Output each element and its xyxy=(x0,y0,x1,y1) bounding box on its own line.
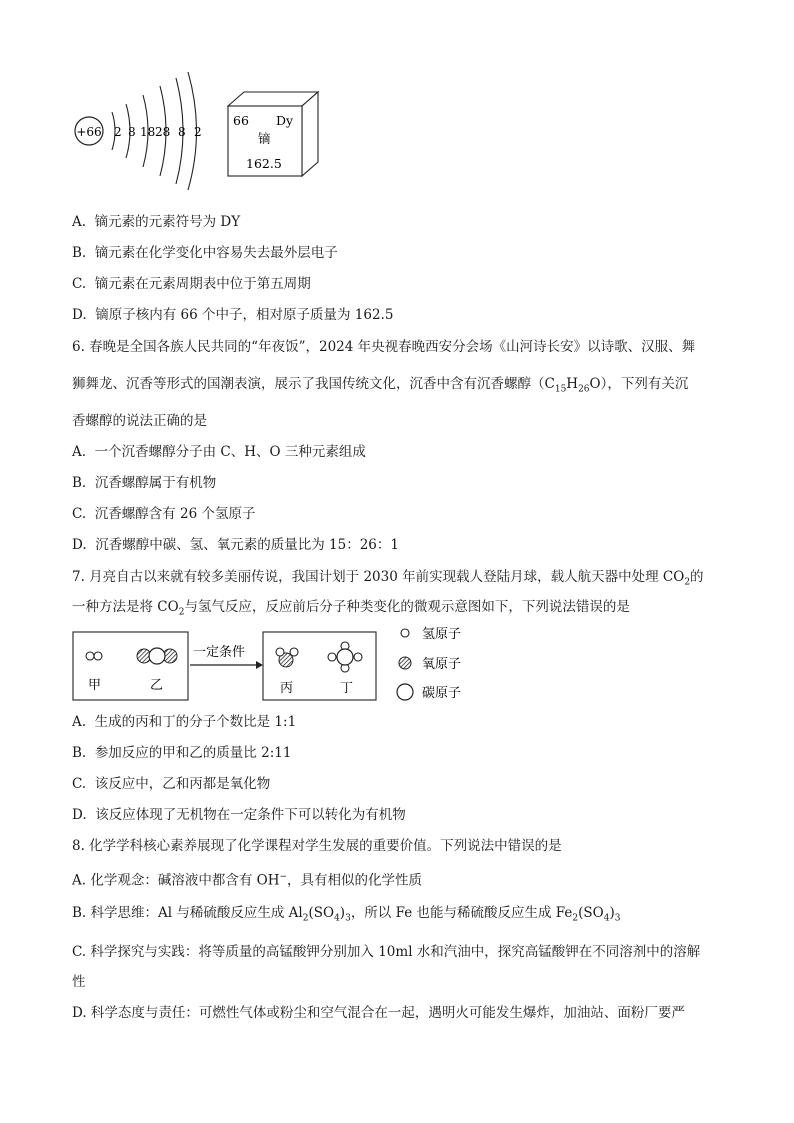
atom-structure-diagram xyxy=(68,70,218,195)
tile-atomic-number: 66 xyxy=(233,113,249,128)
shell-count-4: 28 xyxy=(155,125,171,139)
q8-option-d-line1: D. 科学态度与责任：可燃性气体或粉尘和空气混合在一起，遇明火可能发生爆炸，加油站、面粉厂要严 xyxy=(72,1005,685,1021)
legend-carbon-label: 碳原子 xyxy=(422,686,462,701)
q6-option-a: A. 一个沉香螺醇分子由 C、H、O 三种元素组成 xyxy=(72,444,366,460)
label-yi: 乙 xyxy=(150,678,164,693)
shell-count-2: 8 xyxy=(128,125,136,139)
q7-option-d: D. 该反应体现了无机物在一定条件下可以转化为有机物 xyxy=(72,807,406,823)
legend-carbon-icon xyxy=(397,684,413,700)
q5-option-b: B. 镝元素在化学变化中容易失去最外层电子 xyxy=(72,245,338,261)
q7-stem-line1: 7. 月亮自古以来就有较多美丽传说，我国计划于 2030 年前实现载人登陆月球，载人航天器中处理 $CO_2$的 xyxy=(72,569,704,588)
q8-option-b: B. 科学思维：Al 与稀硫酸反应生成 $Al_2(SO_4)_3$，所以 Fe 也能与稀硫酸反应生成 $Fe_2(SO_4)_3$ xyxy=(72,905,621,924)
q7-stem-line2: 一种方法是将 $CO_2$与氢气反应，反应前后分子种类变化的微观示意图如下，下列说法错误的是 xyxy=(72,599,630,618)
shell-count-6: 2 xyxy=(194,125,202,139)
q5-option-d: D. 镝原子核内有 66 个中子，相对原子质量为 162.5 xyxy=(72,307,394,323)
legend-oxygen-label: 氧原子 xyxy=(422,657,462,672)
shell-count-5: 8 xyxy=(178,125,186,139)
q8-stem: 8. 化学学科核心素养展现了化学课程对学生发展的重要价值。下列说法中错误的是 xyxy=(72,838,562,854)
label-bing: 丙 xyxy=(280,681,294,696)
q7-option-c: C. 该反应中，乙和丙都是氧化物 xyxy=(72,776,271,792)
shell-count-3: 18 xyxy=(140,125,156,139)
tile-mass: 162.5 xyxy=(246,156,282,171)
q8-option-a: A. 化学观念：碱溶液中都含有 OH−，具有相似的化学性质 xyxy=(72,872,423,889)
q6-option-b: B. 沉香螺醇属于有机物 xyxy=(72,475,217,491)
tile-name: 镝 xyxy=(258,131,271,146)
q6-stem-line2: 狮舞龙、沉香等形式的国潮表演，展示了我国传统文化，沉香中含有沉香螺醇$(C_{15}H_{26}O)$，下列有关沉 xyxy=(72,376,689,395)
label-jia: 甲 xyxy=(88,678,102,693)
q6-option-d: D. 沉香螺醇中碳、氢、氧元素的质量比为 15：26：1 xyxy=(72,537,399,553)
reaction-micro-diagram xyxy=(72,622,482,704)
element-tile xyxy=(222,88,322,180)
condition-label: 一定条件 xyxy=(193,645,246,660)
q6-stem-line3: 香螺醇的说法正确的是 xyxy=(72,413,207,429)
nucleus-label: +66 xyxy=(76,125,102,139)
q5-option-c: C. 镝元素在元素周期表中位于第五周期 xyxy=(72,276,311,292)
q8-option-c-line2: 性 xyxy=(72,974,86,990)
q6-option-c: C. 沉香螺醇含有 26 个氢原子 xyxy=(72,506,256,522)
tile-symbol: Dy xyxy=(276,113,294,128)
q8-option-c-line1: C. 科学探究与实践：将等质量的高锰酸钾分别加入 10ml 水和汽油中，探究高锰酸钾在不同溶剂中的溶解 xyxy=(72,944,701,960)
label-ding: 丁 xyxy=(340,681,354,696)
q6-stem-line1: 6. 春晚是全国各族人民共同的“年夜饭”，2024 年央视春晚西安分会场《山河诗长安》以诗歌、汉服、舞 xyxy=(72,339,696,355)
formula-c15h26o: $C_{15}H_{26}O$ xyxy=(544,376,601,395)
legend-oxygen-icon xyxy=(399,657,411,669)
q7-option-b: B. 参加反应的甲和乙的质量比 2:11 xyxy=(72,745,292,761)
shell-count-1: 2 xyxy=(114,125,122,139)
legend-hydrogen-label: 氢原子 xyxy=(422,627,462,642)
q7-option-a: A. 生成的丙和丁的分子个数比是 1:1 xyxy=(72,714,297,730)
legend-hydrogen-icon xyxy=(401,629,409,637)
q5-option-a: A. 镝元素的元素符号为 DY xyxy=(72,214,241,230)
